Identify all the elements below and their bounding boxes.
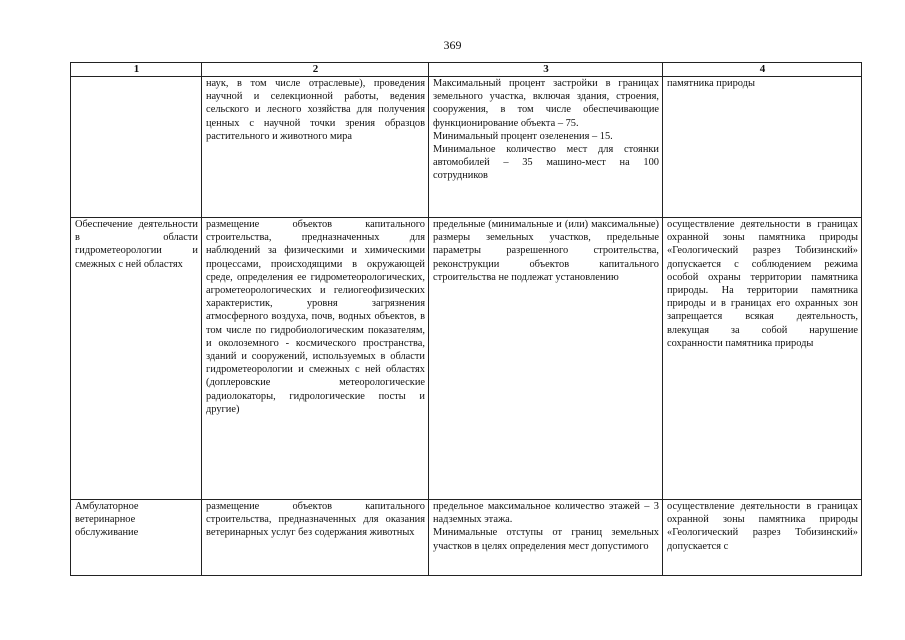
use-type-text: Амбулаторное ветеринарное обслуживание	[75, 501, 139, 539]
parameter-paragraph: предельные (минимальные и (или) максимальные) размеры земельных участков, предельные параметры разрешенного строительства, реконструкции объектов капитального строительства не подлежат установлению	[433, 219, 659, 283]
table-row	[71, 218, 862, 500]
parameters-cell	[429, 500, 663, 576]
column-header-3: 3	[429, 63, 663, 77]
restrictions-text: памятника природы	[667, 78, 755, 89]
use-description-text: размещение объектов капитального строительства, предназначенных для оказания ветеринарных услуг без содержания животных	[206, 501, 425, 539]
parameter-paragraph: Минимальные отступы от границ земельных участков в целях определения мест допустимого	[433, 527, 659, 552]
parameter-paragraph: Минимальный процент озеленения – 15.	[433, 130, 613, 142]
regulations-table	[70, 62, 862, 576]
table-row	[71, 500, 862, 576]
use-type-cell	[71, 500, 202, 576]
page-number: 369	[443, 38, 462, 52]
table-row	[71, 77, 862, 218]
table-header-row	[71, 63, 862, 77]
restrictions-cell	[663, 218, 862, 500]
parameter-paragraph: предельное максимальное количество этажей – 3 надземных этажа.	[433, 501, 659, 526]
parameter-paragraph: Минимальное количество мест для стоянки автомобилей – 35 машино-мест на 100 сотрудников	[433, 144, 659, 182]
use-type-cell	[71, 218, 202, 500]
parameters-cell	[429, 77, 663, 218]
column-header-1: 1	[71, 63, 202, 77]
restrictions-text: осуществление деятельности в границах охранной зоны памятника природы «Геологический разрез Тобизинский» допускается с соблюдением режима особой охраны территории памятника природы. На территории памятника природы и в границах его охранных зон запрещается всякая деятельность, влекущая за собой нарушение сохранности памятника природы	[667, 219, 858, 349]
use-description-text: наук, в том числе отраслевые), проведения научной и селекционной работы, ведения сельского и лесного хозяйства для получения ценных с научной точки зрения образцов растительного и животного мира	[206, 78, 425, 142]
restrictions-cell	[663, 500, 862, 576]
column-header-2: 2	[202, 63, 429, 77]
use-description-cell	[202, 500, 429, 576]
restrictions-cell	[663, 77, 862, 218]
use-type-cell	[71, 77, 202, 218]
parameter-paragraph: Максимальный процент застройки в границах земельного участка, включая здания, строения, сооружения, в том числе обеспечивающие функционирование объекта – 75.	[433, 78, 659, 129]
column-header-4: 4	[663, 63, 862, 77]
use-description-text: размещение объектов капитального строительства, предназначенных для наблюдений за физическими и химическими процессами, происходящими в окружающей среде, определения ее гидрометеорологических, агрометеорологических и гелиогеофизических характеристик, уровня загрязнения атмосферного воздуха, почв, водных объектов, в том числе по гидробиологическим показателям, и околоземного - космического пространства, зданий и сооружений, используемых в области гидрометеорологии и смежных с ней областях (доплеровские метеорологические радиолокаторы, гидрологические посты и другие)	[206, 219, 425, 415]
use-description-cell	[202, 218, 429, 500]
use-description-cell	[202, 77, 429, 218]
use-type-text: Обеспечение деятельности в области гидрометеорологии и смежных с ней областях	[75, 219, 198, 270]
restrictions-text: осуществление деятельности в границах охранной зоны памятника природы «Геологический разрез Тобизинский» допускается с	[667, 501, 858, 552]
parameters-cell	[429, 218, 663, 500]
